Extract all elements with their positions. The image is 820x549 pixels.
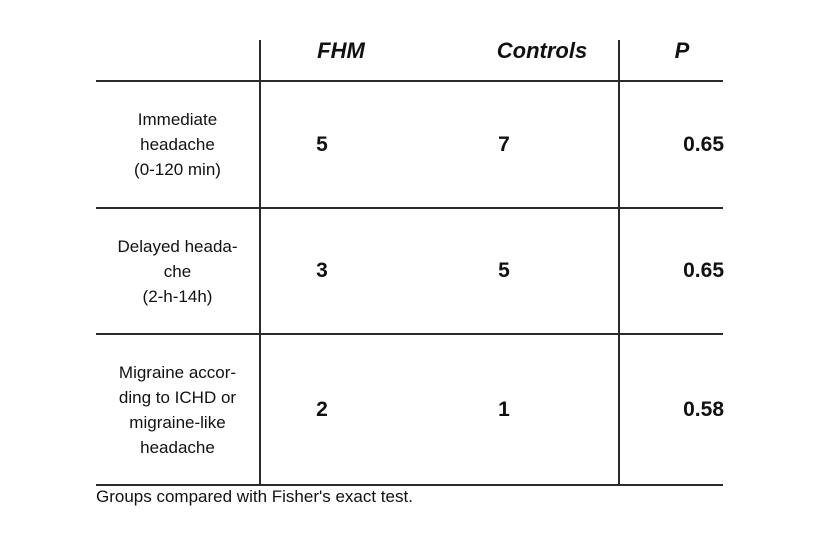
row-label-migraine: Migraine accor- ding to ICHD or migraine-like headache (118, 362, 237, 457)
row-2-p-value: 0.65 (683, 259, 724, 282)
row-2-fhm-value: 3 (316, 259, 328, 282)
rule-col-1 (259, 40, 261, 486)
row-1-fhm-value: 5 (316, 132, 328, 156)
row-3-controls-value: 1 (498, 397, 510, 421)
header-controls: Controls (496, 38, 588, 63)
rule-table-bottom (96, 484, 723, 486)
header-p: P (674, 38, 690, 63)
header-fhm: FHM (317, 38, 365, 63)
row-3-p-value: 0.58 (683, 397, 724, 421)
table-footnote: Groups compared with Fisher's exact test. (96, 487, 413, 506)
rule-col-2 (618, 40, 620, 486)
row-2-controls-value: 5 (498, 259, 510, 282)
row-label-immediate-headache: Immediate headache (0-120 min) (134, 110, 221, 179)
row-3-fhm-value: 2 (316, 397, 328, 421)
row-1-p-value: 0.65 (683, 132, 724, 156)
row-1-controls-value: 7 (498, 132, 510, 156)
row-label-delayed-headache: Delayed heada- che (2-h-14h) (117, 236, 238, 306)
